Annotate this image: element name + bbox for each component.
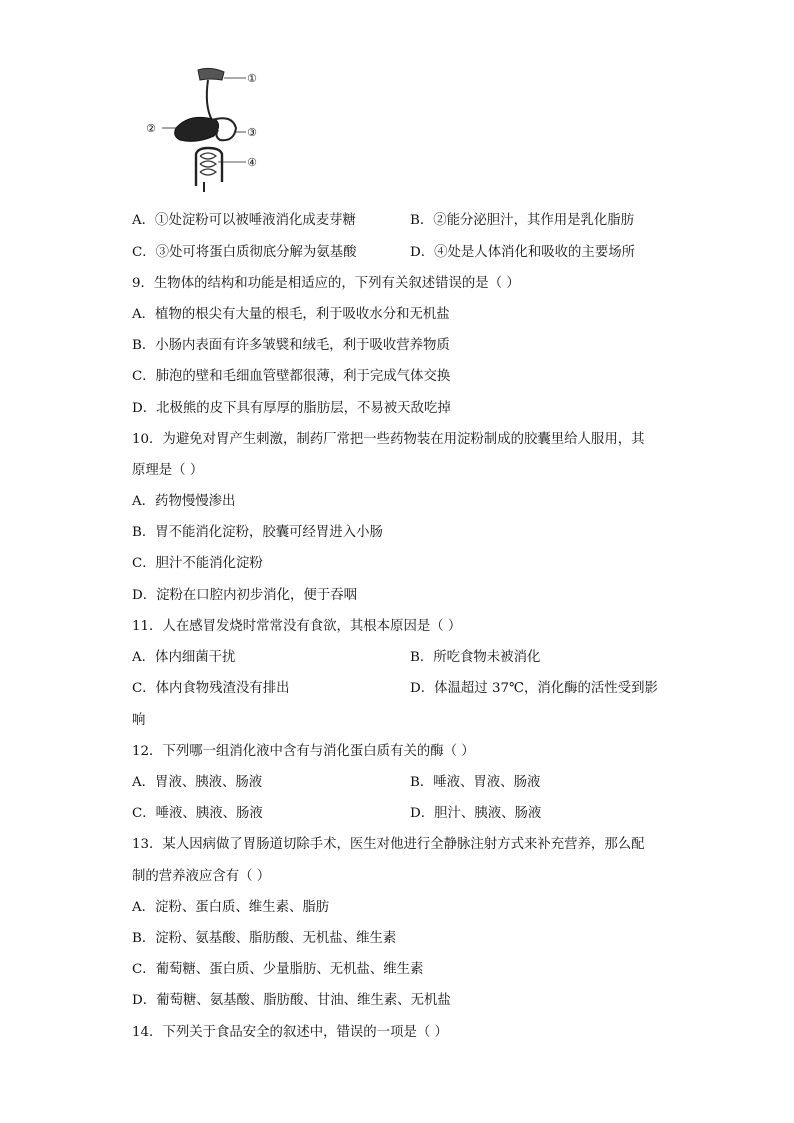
q8-option-a: A．①处淀粉可以被唾液消化成麦芽糖: [132, 213, 356, 228]
q8-option-c: C．③处可将蛋白质彻底分解为氨基酸: [132, 245, 357, 260]
q11-stem: 11．人在感冒发烧时常常没有食欲，其根本原因是（ ）: [132, 619, 462, 634]
small-intestine: [200, 153, 216, 175]
digestive-system-diagram: [138, 64, 268, 196]
q11-option-d-continued: 响: [132, 713, 146, 728]
q10-stem-line1: 10．为避免对胃产生刺激，制药厂常把一些药物装在用淀粉制成的胶囊里给人服用，其: [132, 432, 645, 447]
q11-option-d: D．体温超过 37℃，消化酶的活性受到影: [410, 681, 658, 696]
q12-option-c: C．唾液、胰液、肠液: [132, 806, 263, 821]
q9-stem: 9．生物体的结构和功能是相适应的，下列有关叙述错误的是（ ）: [132, 276, 520, 291]
q10-stem-line2: 原理是（ ）: [132, 463, 204, 478]
label-1: ①: [247, 72, 257, 85]
label-3: ③: [247, 126, 257, 139]
label-4: ④: [247, 156, 257, 169]
q10-option-d: D．淀粉在口腔内初步消化，便于吞咽: [132, 588, 357, 603]
q8-option-b: B．②能分泌胆汁，其作用是乳化脂肪: [410, 213, 635, 228]
esophagus: [207, 80, 212, 120]
q12-option-b: B．唾液、胃液、肠液: [410, 775, 541, 790]
q13-stem-line2: 制的营养液应含有（ ）: [132, 869, 271, 884]
q9-option-a: A．植物的根尖有大量的根毛，利于吸收水分和无机盐: [132, 307, 450, 322]
q10-option-a: A．药物慢慢渗出: [132, 494, 236, 509]
q9-option-d: D．北极熊的皮下具有厚厚的脂肪层，不易被天敌吃掉: [132, 401, 451, 416]
q13-option-a: A．淀粉、蛋白质、维生素、脂肪: [132, 900, 330, 915]
q9-option-c: C．肺泡的壁和毛细血管壁都很薄，利于完成气体交换: [132, 369, 451, 384]
q12-option-d: D．胆汁、胰液、肠液: [410, 806, 542, 821]
q11-option-a: A．体内细菌干扰: [132, 650, 236, 665]
q8-option-d: D．④处是人体消化和吸收的主要场所: [410, 245, 635, 260]
q9-option-b: B．小肠内表面有许多皱襞和绒毛，利于吸收营养物质: [132, 338, 450, 353]
q10-option-b: B．胃不能消化淀粉，胶囊可经胃进入小肠: [132, 525, 383, 540]
q13-stem-line1: 13．某人因病做了胃肠道切除手术，医生对他进行全静脉注射方式来补充营养，那么配: [132, 837, 645, 852]
q13-option-b: B．淀粉、氨基酸、脂肪酸、无机盐、维生素: [132, 931, 397, 946]
q14-stem: 14．下列关于食品安全的叙述中，错误的一项是（ ）: [132, 1025, 448, 1040]
oral-cavity: [198, 68, 224, 80]
q13-option-d: D．葡萄糖、氨基酸、脂肪酸、甘油、维生素、无机盐: [132, 993, 451, 1008]
q11-option-b: B．所吃食物未被消化: [410, 650, 541, 665]
q10-option-c: C．胆汁不能消化淀粉: [132, 556, 263, 571]
label-2: ②: [146, 122, 156, 135]
q12-stem: 12．下列哪一组消化液中含有与消化蛋白质有关的酶（ ）: [132, 744, 475, 759]
q12-option-a: A．胃液、胰液、肠液: [132, 775, 263, 790]
liver: [175, 117, 219, 141]
q13-option-c: C．葡萄糖、蛋白质、少量脂肪、无机盐、维生素: [132, 962, 424, 977]
q11-option-c: C．体内食物残渣没有排出: [132, 681, 290, 696]
